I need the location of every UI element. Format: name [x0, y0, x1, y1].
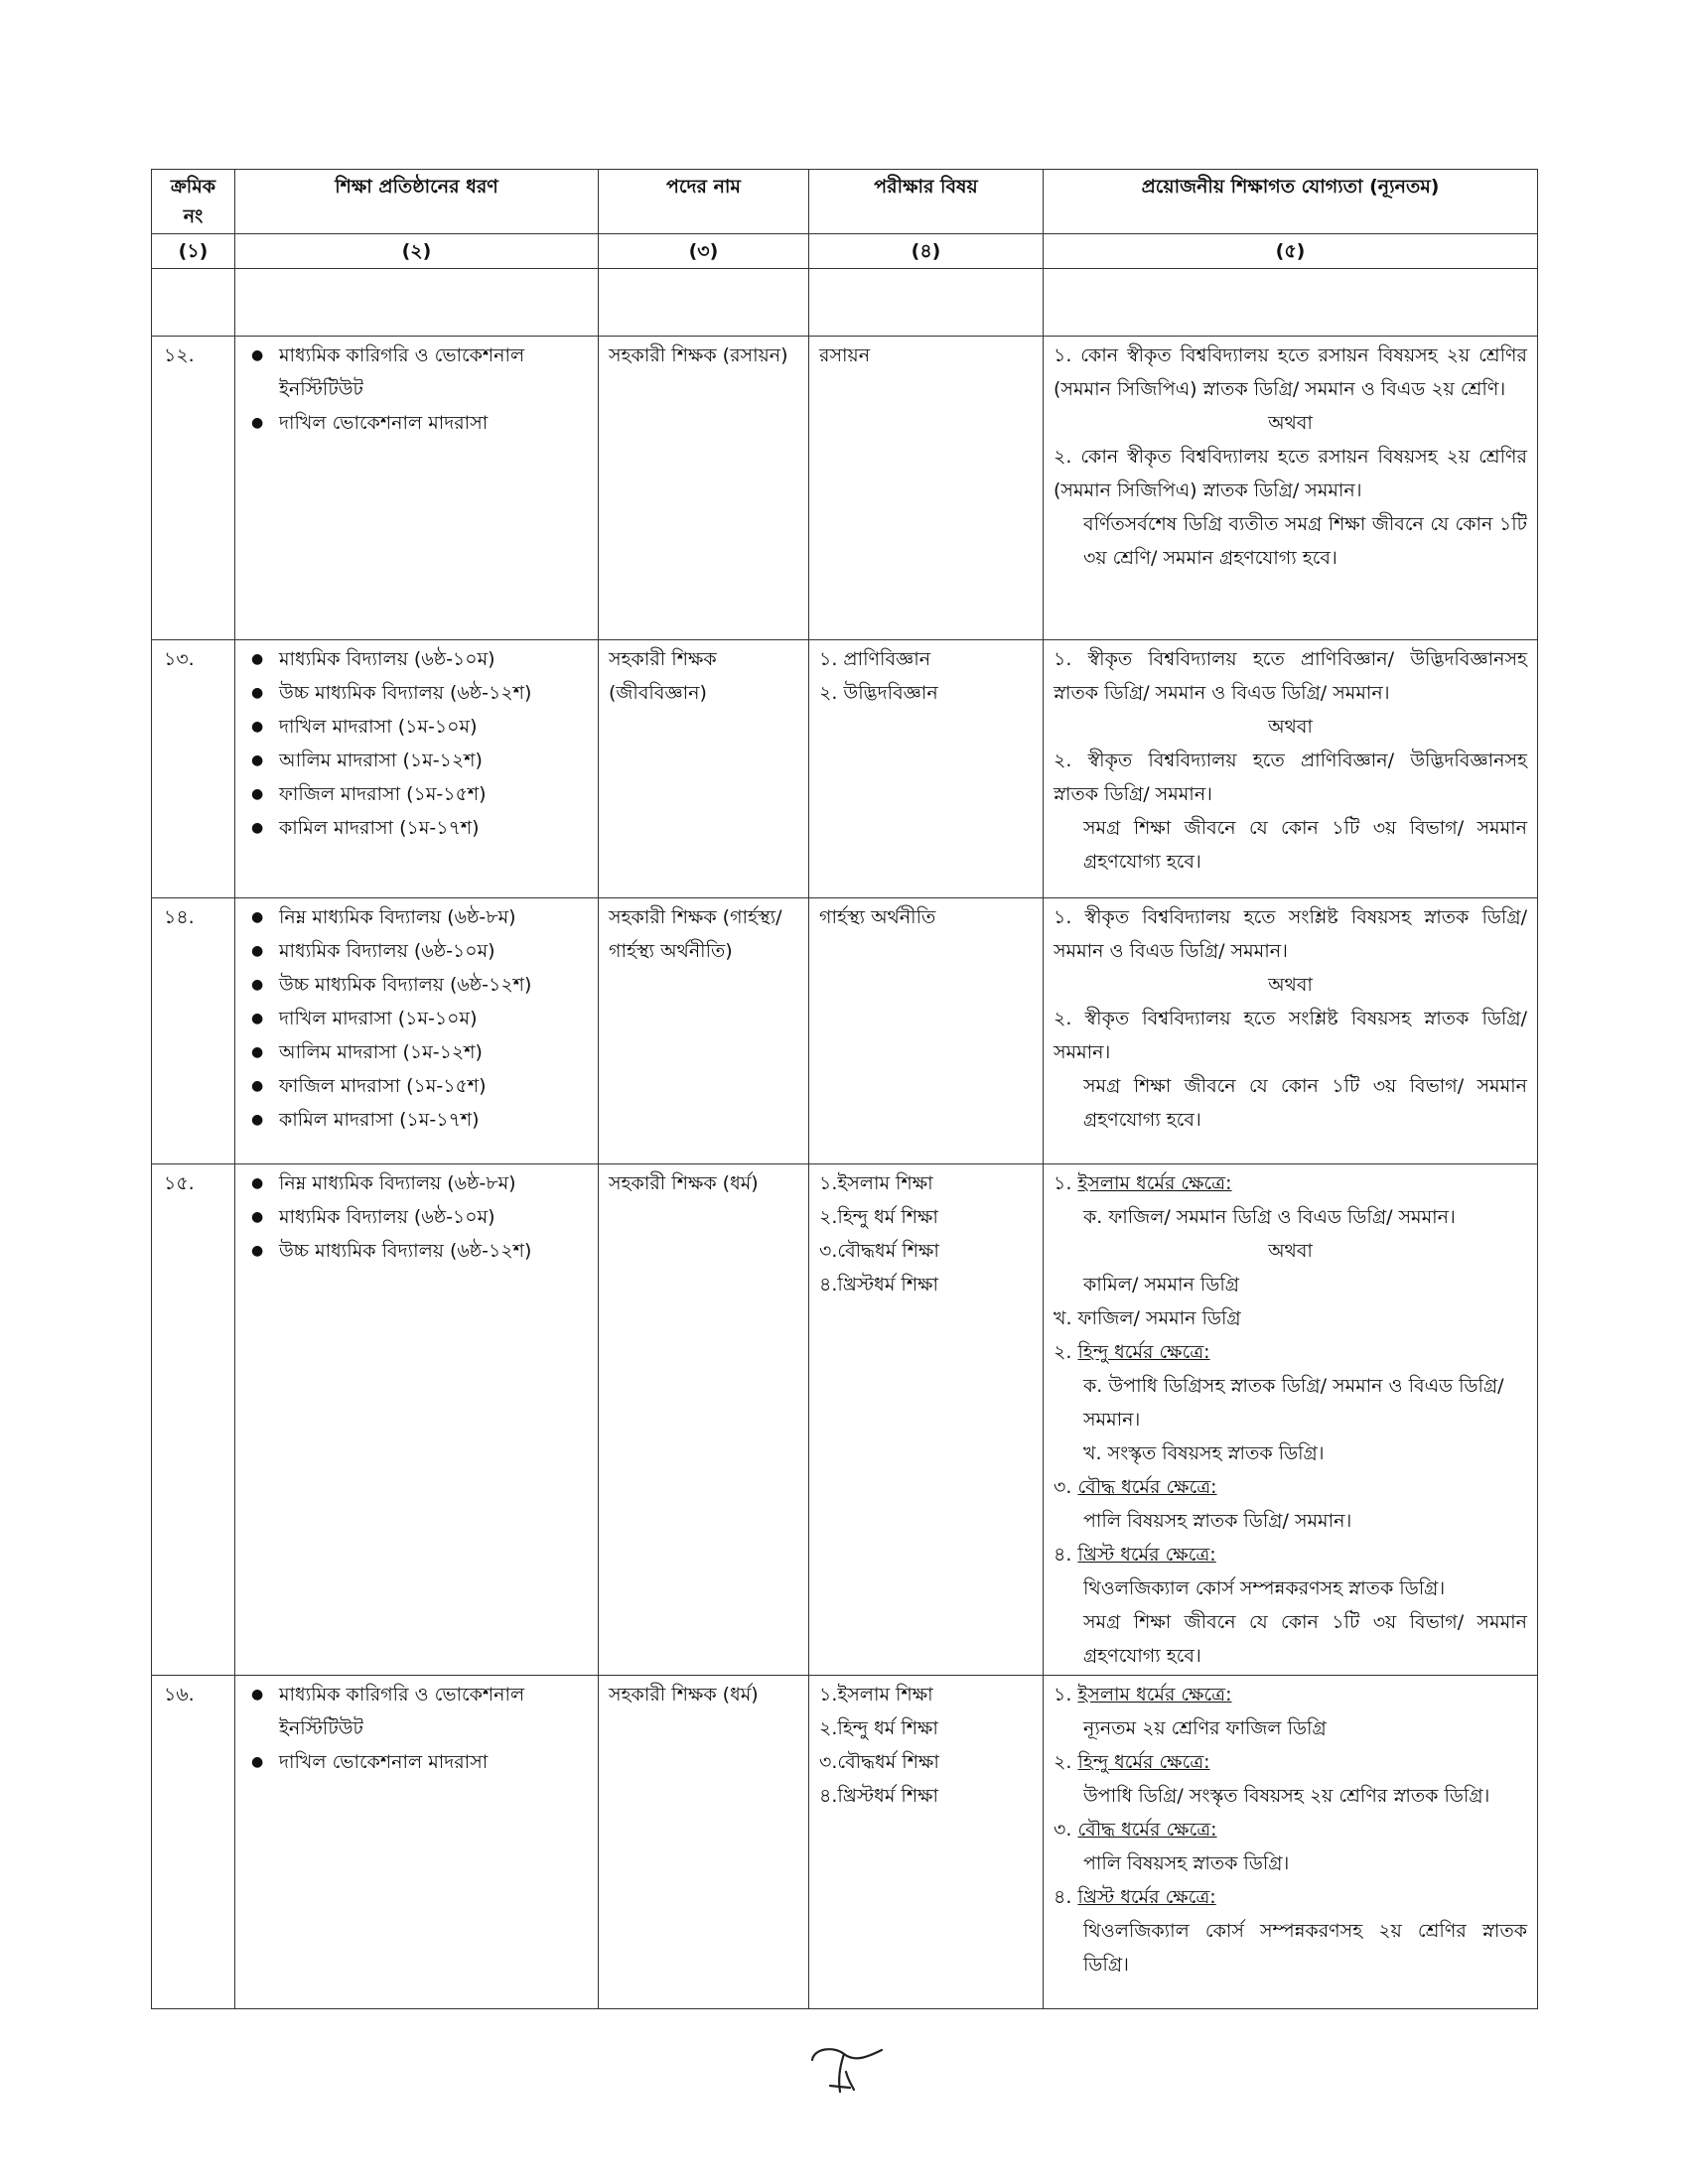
- blank-row: [152, 269, 1538, 337]
- serial-number: ১৫.: [152, 1164, 235, 1676]
- blank-cell: [152, 269, 235, 337]
- qualification-cell: [1044, 898, 1538, 1164]
- qualification-line: ক. উপাধি ডিগ্রিসহ স্নাতক ডিগ্রি/ সমমান ও বিএড ডিগ্রি/ সমমান।: [1083, 1375, 1504, 1431]
- institution-cell: [235, 898, 599, 1164]
- post-name: সহকারী শিক্ষক (ধর্ম): [599, 1676, 809, 2009]
- religion-heading: [1054, 1470, 1527, 1504]
- heading-number: ১.: [1054, 1172, 1072, 1194]
- heading-number: ৪.: [1054, 1886, 1072, 1908]
- qualification-cell: [1044, 640, 1538, 898]
- institution-item: ● মাধ্যমিক কারিগরি ও ভোকেশনাল ইনস্টিটিউট: [279, 339, 588, 406]
- religion-heading: [1054, 1538, 1527, 1571]
- qualification-line: ন্যূনতম ২য় শ্রেণির ফাজিল ডিগ্রি: [1083, 1717, 1327, 1739]
- qualification-line: পালি বিষয়সহ স্নাতক ডিগ্রি/ সমমান।: [1083, 1510, 1352, 1532]
- subject-cell: [809, 898, 1044, 1164]
- religion-heading: [1054, 1813, 1527, 1846]
- heading-label: হিন্দু ধর্মের ক্ষেত্রে:: [1077, 1341, 1210, 1363]
- institution-item: ● কামিল মাদরাসা (১ম-১৭শ): [279, 811, 588, 845]
- heading-number: ২.: [1054, 1341, 1072, 1363]
- religion-heading: [1054, 1880, 1527, 1914]
- institution-item: ● উচ্চ মাধ্যমিক বিদ্যালয় (৬ষ্ঠ-১২শ): [279, 676, 588, 710]
- qualification-line: উপাধি ডিগ্রি/ সংস্কৃত বিষয়সহ ২য় শ্রেণির স্নাতক ডিগ্রি।: [1083, 1785, 1490, 1807]
- subject-cell: [809, 1164, 1044, 1676]
- institution-item: ● কামিল মাদরাসা (১ম-১৭শ): [279, 1103, 588, 1137]
- institution-item: ● মাধ্যমিক বিদ্যালয় (৬ষ্ঠ-১০ম): [279, 934, 588, 968]
- heading-number: ২.: [1054, 1751, 1072, 1773]
- exam-subject: ৪.খ্রিস্টধর্ম শিক্ষা: [819, 1785, 939, 1807]
- institution-item: ● মাধ্যমিক কারিগরি ও ভোকেশনাল ইনস্টিটিউট: [279, 1678, 588, 1745]
- heading-label: হিন্দু ধর্মের ক্ষেত্রে:: [1077, 1751, 1210, 1773]
- table-row: [152, 898, 1538, 1164]
- blank-cell: [809, 269, 1044, 337]
- column-number: (৫): [1044, 234, 1538, 269]
- blank-cell: [599, 269, 809, 337]
- heading-label: ইসলাম ধর্মের ক্ষেত্রে:: [1077, 1172, 1232, 1194]
- serial-number: ১২.: [152, 337, 235, 640]
- institution-item: ● দাখিল মাদরাসা (১ম-১০ম): [279, 1002, 588, 1035]
- qualification-line: ২. কোন স্বীকৃত বিশ্ববিদ্যালয় হতে রসায়ন বিষয়সহ ২য় শ্রেণির (সমমান সিজিপিএ) স্নাতক ডিগ্রি/ সমমান।: [1054, 446, 1527, 501]
- institution-item: ● উচ্চ মাধ্যমিক বিদ্যালয় (৬ষ্ঠ-১২শ): [279, 968, 588, 1002]
- heading-number: ৪.: [1054, 1544, 1072, 1566]
- institution-cell: [235, 640, 599, 898]
- institution-item: ● আলিম মাদরাসা (১ম-১২শ): [279, 1035, 588, 1069]
- qualification-cell: [1044, 1676, 1538, 2009]
- blank-cell: [1044, 269, 1538, 337]
- column-number: (৪): [809, 234, 1044, 269]
- exam-subject: ১.ইসলাম শিক্ষা: [819, 1172, 933, 1194]
- or-label: অথবা: [1268, 974, 1313, 996]
- header-row: [152, 170, 1538, 234]
- exam-subject: ৪.খ্রিস্টধর্ম শিক্ষা: [819, 1274, 939, 1296]
- institution-item: ● মাধ্যমিক বিদ্যালয় (৬ষ্ঠ-১০ম): [279, 642, 588, 676]
- institution-item: ● মাধ্যমিক বিদ্যালয় (৬ষ্ঠ-১০ম): [279, 1200, 588, 1234]
- institution-cell: [235, 337, 599, 640]
- qualification-cell: [1044, 337, 1538, 640]
- religion-heading: [1054, 1166, 1527, 1200]
- qualification-line: থিওলজিক্যাল কোর্স সম্পন্নকরণসহ স্নাতক ডিগ্রি।: [1083, 1577, 1446, 1599]
- institution-cell: [235, 1676, 599, 2009]
- blank-cell: [235, 269, 599, 337]
- post-name: সহকারী শিক্ষক (ধর্ম): [599, 1164, 809, 1676]
- subject-cell: [809, 1676, 1044, 2009]
- serial-number: ১৬.: [152, 1676, 235, 2009]
- qualification-line: ১. স্বীকৃত বিশ্ববিদ্যালয় হতে প্রাণিবিজ্ঞান/ উদ্ভিদবিজ্ঞানসহ স্নাতক ডিগ্রি/ সমমান ও বিএড ডিগ্রি/ সমমান।: [1054, 648, 1527, 704]
- qualification-line: খ. ফাজিল/ সমমান ডিগ্রি: [1054, 1307, 1241, 1329]
- religion-heading: [1054, 1678, 1527, 1711]
- institution-item: ● আলিম মাদরাসা (১ম-১২শ): [279, 744, 588, 777]
- qualification-line: ১. স্বীকৃত বিশ্ববিদ্যালয় হতে সংশ্লিষ্ট বিষয়সহ স্নাতক ডিগ্রি/ সমমান ও বিএড ডিগ্রি/ সমমান।: [1054, 906, 1527, 962]
- qualification-line: থিওলজিক্যাল কোর্স সম্পন্নকরণসহ ২য় শ্রেণির স্নাতক ডিগ্রি।: [1083, 1920, 1527, 1976]
- column-number: (১): [152, 234, 235, 269]
- exam-subject: রসায়ন: [819, 344, 871, 366]
- exam-subject: গার্হস্থ্য অর্থনীতি: [819, 906, 936, 928]
- post-name: সহকারী শিক্ষক (রসায়ন): [599, 337, 809, 640]
- header-post-name: পদের নাম: [599, 170, 809, 234]
- heading-number: ১.: [1054, 1684, 1072, 1706]
- header-exam-subject: পরীক্ষার বিষয়: [809, 170, 1044, 234]
- institution-item: ● দাখিল ভোকেশনাল মাদরাসা: [279, 1745, 588, 1779]
- header-institution-type: শিক্ষা প্রতিষ্ঠানের ধরণ: [235, 170, 599, 234]
- exam-subject: ৩.বৌদ্ধধর্ম শিক্ষা: [819, 1751, 939, 1773]
- qualification-cell: [1044, 1164, 1538, 1676]
- institution-item: ● দাখিল মাদরাসা (১ম-১০ম): [279, 710, 588, 744]
- post-name: সহকারী শিক্ষক (গার্হস্থ্য/ গার্হস্থ্য অর্থনীতি): [599, 898, 809, 1164]
- religion-heading: [1054, 1335, 1527, 1369]
- religion-heading: [1054, 1745, 1527, 1779]
- qualification-line: কামিল/ সমমান ডিগ্রি: [1083, 1274, 1240, 1296]
- qualification-note: বর্ণিতসর্বশেষ ডিগ্রি ব্যতীত সমগ্র শিক্ষা জীবনে যে কোন ১টি ৩য় শ্রেণি/ সমমান গ্রহণযোগ্য হবে।: [1083, 513, 1527, 569]
- exam-subject: ২.হিন্দু ধর্ম শিক্ষা: [819, 1717, 938, 1739]
- institution-item: ● দাখিল ভোকেশনাল মাদরাসা: [279, 406, 588, 440]
- exam-subject: ১. প্রাণিবিজ্ঞান: [819, 648, 931, 670]
- qualification-note: সমগ্র শিক্ষা জীবনে যে কোন ১টি ৩য় বিভাগ/ সমমান গ্রহণযোগ্য হবে।: [1083, 1611, 1527, 1667]
- table-row: [152, 337, 1538, 640]
- heading-number: ৩.: [1054, 1476, 1072, 1498]
- qualification-line: ২. স্বীকৃত বিশ্ববিদ্যালয় হতে প্রাণিবিজ্ঞান/ উদ্ভিদবিজ্ঞানসহ স্নাতক ডিগ্রি/ সমমান।: [1054, 750, 1527, 805]
- heading-number: ৩.: [1054, 1819, 1072, 1841]
- serial-number: ১৩.: [152, 640, 235, 898]
- exam-subject: ৩.বৌদ্ধধর্ম শিক্ষা: [819, 1240, 939, 1262]
- column-number: (৩): [599, 234, 809, 269]
- table-row: [152, 1676, 1538, 2009]
- institution-item: ● নিম্ন মাধ্যমিক বিদ্যালয় (৬ষ্ঠ-৮ম): [279, 900, 588, 934]
- serial-number: ১৪.: [152, 898, 235, 1164]
- table-row: [152, 1164, 1538, 1676]
- institution-item: ● নিম্ন মাধ্যমিক বিদ্যালয় (৬ষ্ঠ-৮ম): [279, 1166, 588, 1200]
- qualification-line: ২. স্বীকৃত বিশ্ববিদ্যালয় হতে সংশ্লিষ্ট বিষয়সহ স্নাতক ডিগ্রি/ সমমান।: [1054, 1008, 1527, 1063]
- heading-label: ইসলাম ধর্মের ক্ষেত্রে:: [1077, 1684, 1232, 1706]
- qualification-line: পালি বিষয়সহ স্নাতক ডিগ্রি।: [1083, 1852, 1290, 1874]
- or-label: অথবা: [1268, 1240, 1313, 1262]
- or-label: অথবা: [1268, 412, 1313, 434]
- column-number: (২): [235, 234, 599, 269]
- exam-subject: ১.ইসলাম শিক্ষা: [819, 1684, 933, 1706]
- post-name: সহকারী শিক্ষক (জীববিজ্ঞান): [599, 640, 809, 898]
- table-row: [152, 640, 1538, 898]
- institution-item: ● উচ্চ মাধ্যমিক বিদ্যালয় (৬ষ্ঠ-১২শ): [279, 1234, 588, 1268]
- qualification-note: সমগ্র শিক্ষা জীবনে যে কোন ১টি ৩য় বিভাগ/ সমমান গ্রহণযোগ্য হবে।: [1083, 817, 1527, 873]
- header-serial: ক্রমিক নং: [152, 170, 235, 234]
- exam-subject: ২. উদ্ভিদবিজ্ঞান: [819, 682, 938, 704]
- heading-label: বৌদ্ধ ধর্মের ক্ষেত্রে:: [1077, 1476, 1217, 1498]
- heading-label: বৌদ্ধ ধর্মের ক্ষেত্রে:: [1077, 1819, 1217, 1841]
- exam-subject: ২.হিন্দু ধর্ম শিক্ষা: [819, 1206, 938, 1228]
- qualification-line: ক. ফাজিল/ সমমান ডিগ্রি ও বিএড ডিগ্রি/ সমমান।: [1083, 1206, 1456, 1228]
- subject-cell: [809, 337, 1044, 640]
- qualification-line: ১. কোন স্বীকৃত বিশ্ববিদ্যালয় হতে রসায়ন বিষয়সহ ২য় শ্রেণির (সমমান সিজিপিএ) স্নাতক ডিগ্রি/ সমমান ও বিএড ২য় শ্রেণি।: [1054, 344, 1527, 400]
- heading-label: খ্রিস্ট ধর্মের ক্ষেত্রে:: [1077, 1544, 1216, 1566]
- subject-cell: [809, 640, 1044, 898]
- header-qualification: প্রয়োজনীয় শিক্ষাগত যোগ্যতা (ন্যূনতম): [1044, 170, 1538, 234]
- institution-item: ● ফাজিল মাদরাসা (১ম-১৫শ): [279, 777, 588, 811]
- column-number-row: [152, 234, 1538, 269]
- qualification-line: খ. সংস্কৃত বিষয়সহ স্নাতক ডিগ্রি।: [1083, 1442, 1325, 1464]
- qualification-table: [151, 169, 1538, 2009]
- heading-label: খ্রিস্ট ধর্মের ক্ষেত্রে:: [1077, 1886, 1216, 1908]
- or-label: অথবা: [1268, 716, 1313, 738]
- qualification-note: সমগ্র শিক্ষা জীবনে যে কোন ১টি ৩য় বিভাগ/ সমমান গ্রহণযোগ্য হবে।: [1083, 1075, 1527, 1131]
- institution-item: ● ফাজিল মাদরাসা (১ম-১৫শ): [279, 1069, 588, 1103]
- signature: [804, 2040, 894, 2100]
- institution-cell: [235, 1164, 599, 1676]
